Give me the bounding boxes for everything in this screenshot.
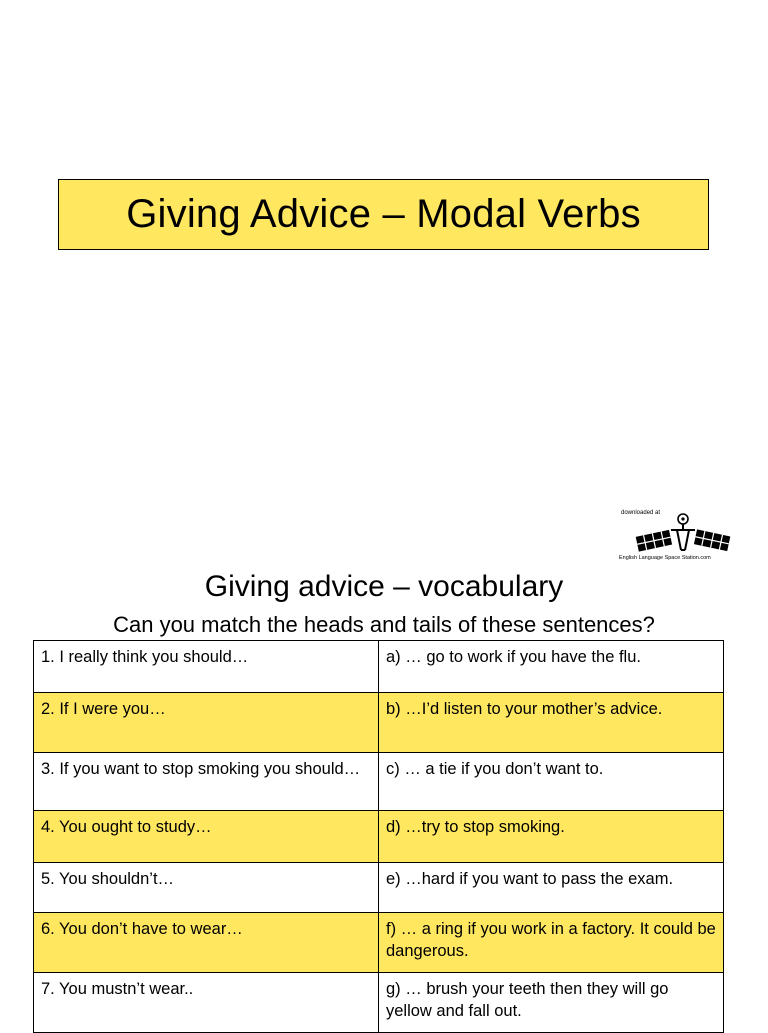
table-row: [34, 913, 724, 973]
logo-site-name: English Language Space Station.com: [619, 555, 711, 561]
sentence-tail: f) … a ring if you work in a factory. It could be dangerous.: [379, 913, 724, 973]
sentence-tail: g) … brush your teeth then they will go yellow and fall out.: [379, 973, 724, 1033]
sentence-head: 4. You ought to study…: [34, 811, 379, 863]
sentence-tail: d) …try to stop smoking.: [379, 811, 724, 863]
sentence-head: 2. If I were you…: [34, 693, 379, 753]
table-row: [34, 693, 724, 753]
logo-caption: downloaded at: [621, 510, 661, 516]
sentence-tail: c) … a tie if you don’t want to.: [379, 753, 724, 811]
site-logo: [615, 508, 755, 566]
table-row: [34, 811, 724, 863]
table-row: [34, 753, 724, 811]
sentence-head: 6. You don’t have to wear…: [34, 913, 379, 973]
section-heading: Giving advice – vocabulary: [204, 570, 564, 603]
table-row: [34, 863, 724, 913]
sentence-tail: b) …I’d listen to your mother’s advice.: [379, 693, 724, 753]
sentence-head: 5. You shouldn’t…: [34, 863, 379, 913]
table-row: [34, 641, 724, 693]
sentence-tail: e) …hard if you want to pass the exam.: [379, 863, 724, 913]
sentence-head: 1. I really think you should…: [34, 641, 379, 693]
page-title: Giving Advice – Modal Verbs: [58, 179, 709, 250]
matching-table: [33, 640, 724, 1033]
sentence-head: 3. If you want to stop smoking you should…: [34, 753, 379, 811]
sentence-tail: a) … go to work if you have the flu.: [379, 641, 724, 693]
sentence-head: 7. You mustn’t wear..: [34, 973, 379, 1033]
section-subheading: Can you match the heads and tails of these sentences?: [113, 612, 655, 637]
